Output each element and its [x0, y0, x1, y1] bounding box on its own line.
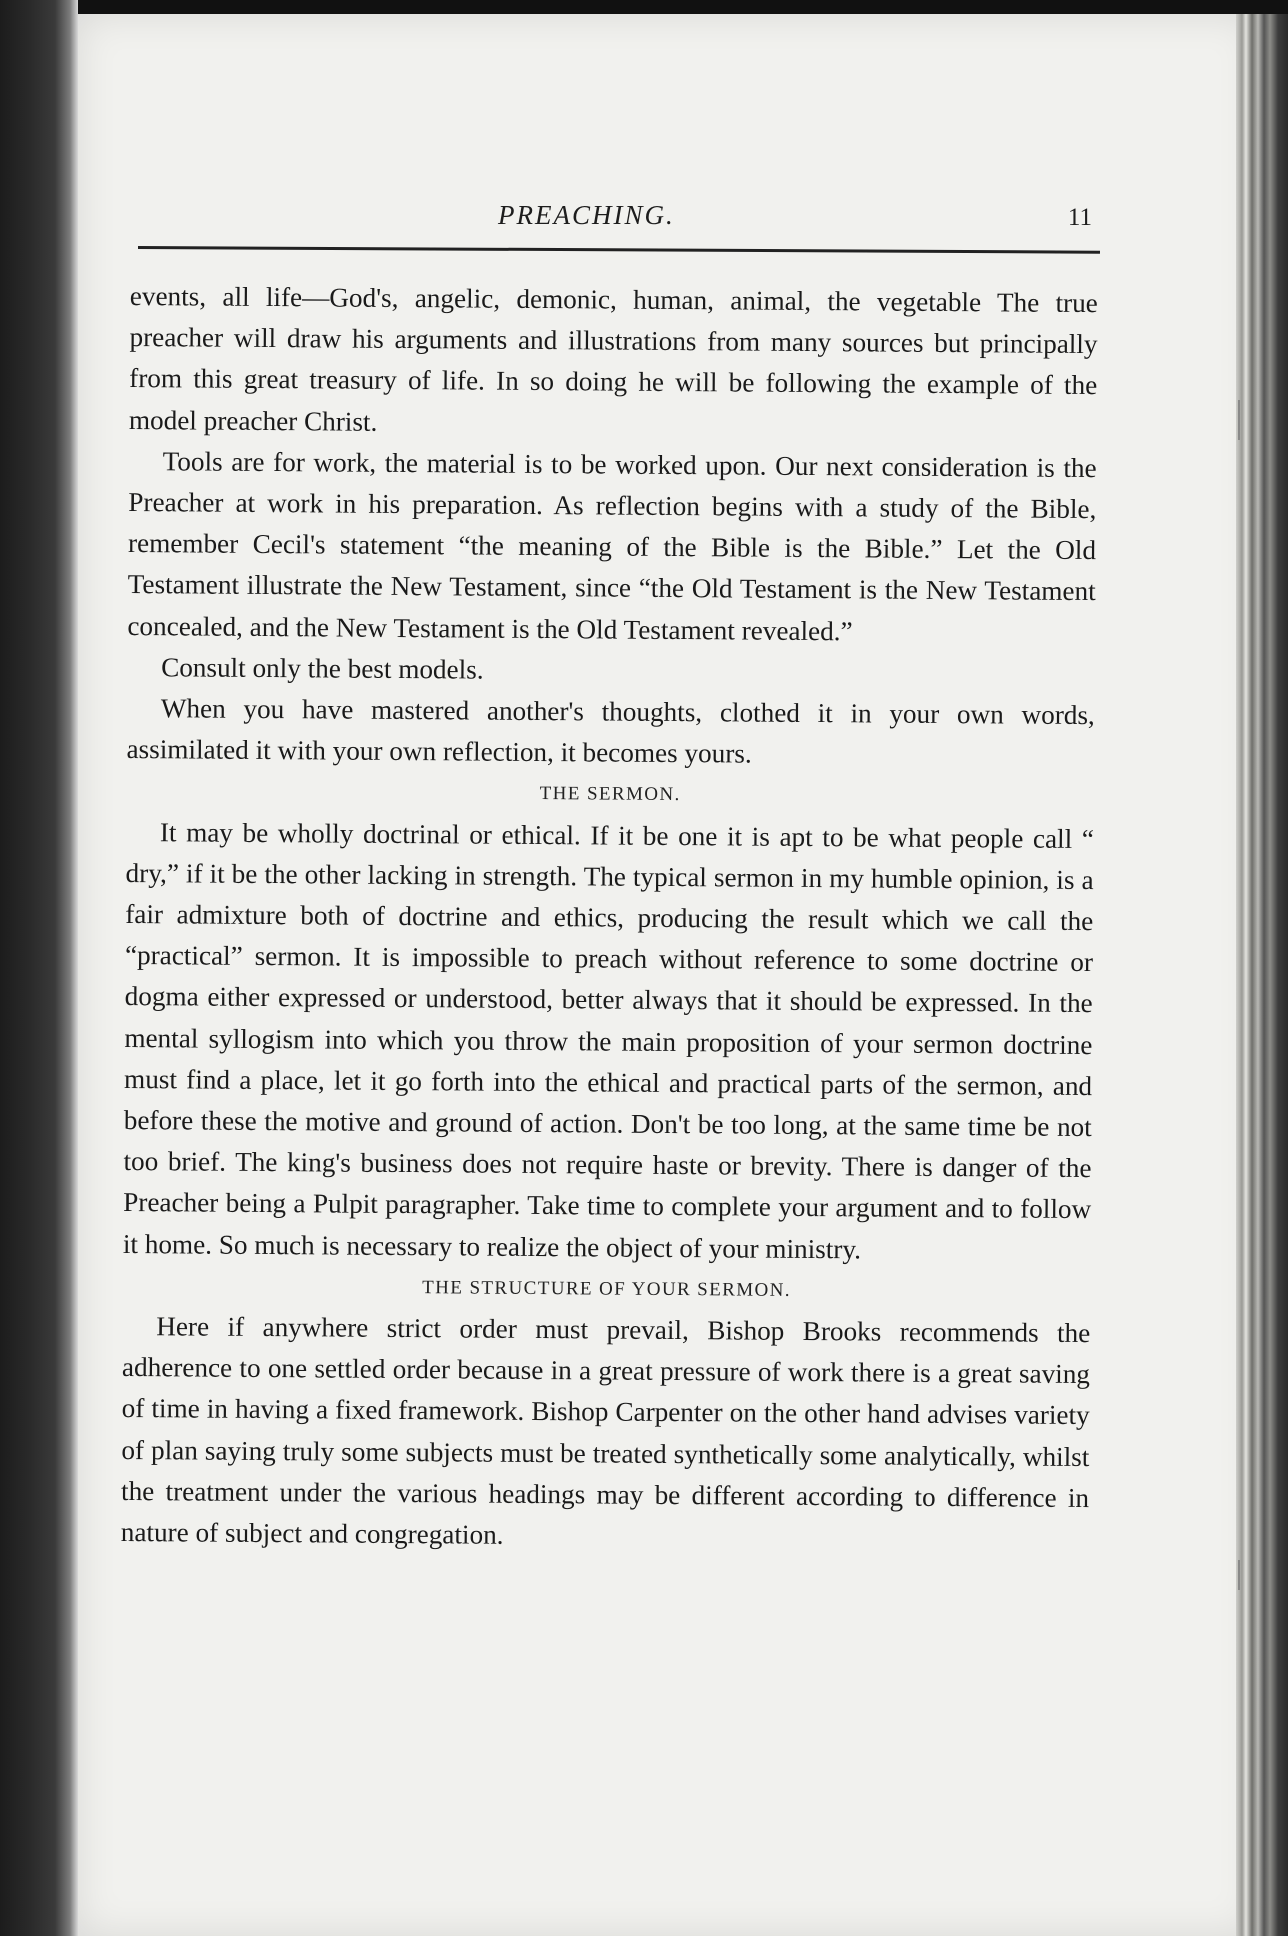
scan-top-border [0, 0, 1288, 14]
page-number: 11 [1067, 204, 1092, 231]
section-text-sermon: It may be wholly doctrinal or ethical. If it be one it is apt to be what people call “ dry,” if it be the other lacking in strength. The typical sermon in my humble opinion, is a fair admixture both of doctrine and ethics, producing the result which we call the “practical” sermon. It is impossible to preach without reference to some doctrine or dogma either expressed or understood, better always that it should be expressed. In the mental syllogism into which you throw the main proposition of your sermon doctrine must find a place, let it go forth into the ethical and practical parts of the sermon, and before these the motive and ground of action. Don't be too long, at the same time be not too brief. The king's business does not require haste or brevity. There is danger of the Preacher being a Pulpit paragrapher. Take time to complete your argument and to follow it home. So much is necessary to realize the object of your ministry. [122, 816, 1095, 1265]
running-head: PREACHING. [498, 200, 675, 230]
page-edge-stack [1236, 14, 1288, 1936]
section-heading-structure: THE STRUCTURE OF YOUR SERMON. [422, 1277, 792, 1301]
margin-mark [1238, 400, 1240, 440]
margin-mark [1238, 1560, 1240, 1590]
page-body [121, 276, 1098, 1560]
section-heading-sermon: THE SERMON. [539, 783, 681, 806]
book-spine-shadow [0, 0, 78, 1936]
page-header [138, 196, 1100, 236]
paragraph-mastered: When you have mastered another's thoughts, clothed it in your own words, assimilated it with your own reflection, it becomes yours. [126, 693, 1095, 769]
paragraph-models: Consult only the best models. [161, 652, 484, 685]
paragraph-tools: Tools are for work, the material is to be worked upon. Our next consideration is the Preacher at work in his preparation. As reflection begins with a study of the Bible, remember Cecil's statement “the meaning of the Bible is the Bible.” Let the Old Testament illustrate the New Testament, since “the Old Testament is the New Testament concealed, and the New Testament is the Old Testament revealed.” [127, 446, 1097, 646]
paragraph-continuation: events, all life—God's, angelic, demonic, human, animal, the vegetable The true preacher will draw his arguments and illustrations from many sources but principally from this great treasury of life. In so doing he will be following the example of the model preacher Christ. [128, 280, 1098, 437]
section-text-structure: Here if anywhere strict order must prevail, Bishop Brooks recommends the adherence to one settled order because in a great pressure of work there is a great saving of time in having a fixed framework. Bishop Carpenter on the other hand advises variety of plan saying truly some subjects must be treated synthetically some analytically, whilst the treatment under the various headings may be different according to difference in nature of subject and congregation. [120, 1311, 1091, 1550]
